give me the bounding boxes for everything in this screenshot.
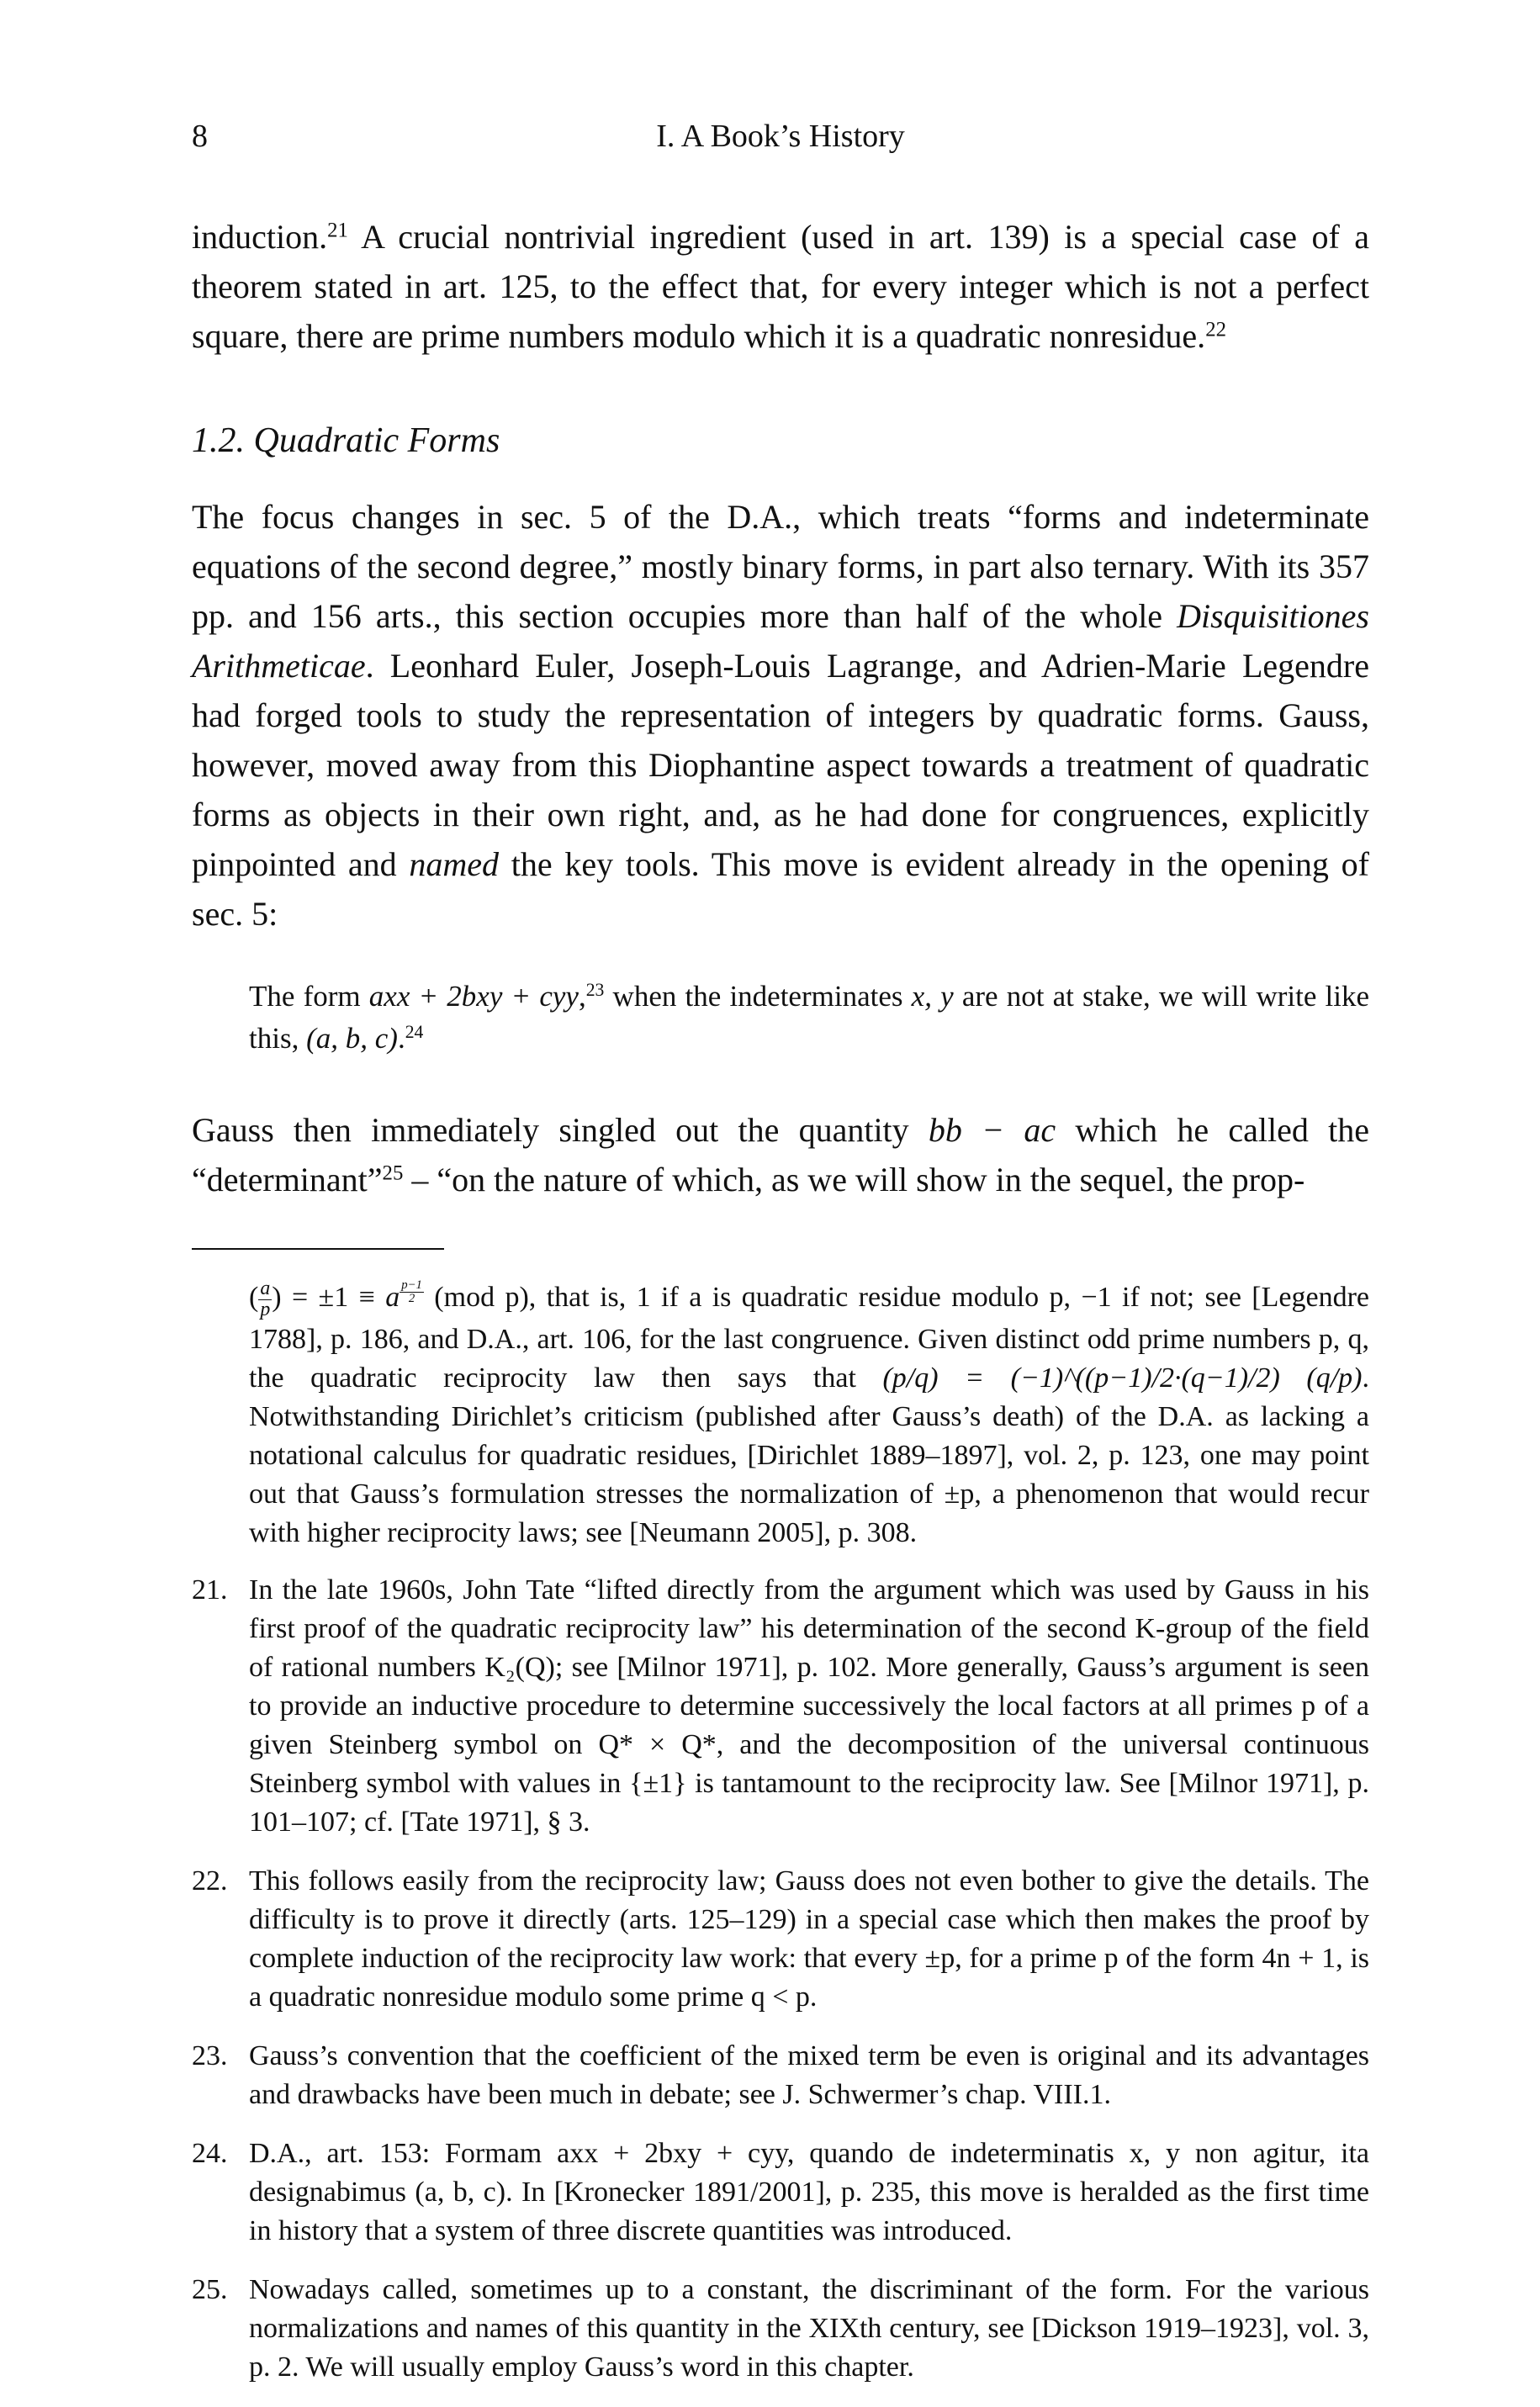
form-triple: (a, b, c)	[306, 1022, 398, 1055]
footnote-ref-21[interactable]: 21	[327, 219, 348, 242]
footnote-ref-23[interactable]: 23	[585, 980, 605, 1001]
footnote-text: D.A., art. 153: Formam axx + 2bxy + cyy, quando de indeterminatis x, y non agitur, ita designabimus (a, b, c). In [Kronecker 1891/2001], p. 235, this move is heralded as the first time in history that a system of three discrete quantities was introduced.	[249, 2137, 1369, 2246]
legendre-symbol	[258, 1279, 272, 1320]
running-head: I. A Book’s History	[656, 119, 905, 154]
fn-cont-text-1: (mod p), that is, 1 if a is quadratic residue modulo p, −1 if not; see [Legendre 1788], p. 186, and D.A., art. 106, for the last congruence. Given distinct odd prime numbers p, q, the quadratic reciprocity law then says that	[249, 1282, 1369, 1394]
footnote-text: This follows easily from the reciprocity law; Gauss does not even bother to give the details. The difficulty is to prove it directly (arts. 125–129) in a special case which then makes the proof by complete induction of the reciprocity law work: that every ±p, for a prime p of the form 4n + 1, is a quadratic nonresidue modulo some prime q < p.	[249, 1865, 1369, 2013]
section-heading: 1.2. Quadratic Forms	[192, 421, 500, 460]
para-text-1: The focus changes in sec. 5 of the D.A., which treats “forms and indeterminate equations of the second degree,” mostly binary forms, in part also ternary. With its 357 pp. and 156 arts., this section occupies more than half of the whole	[192, 498, 1369, 635]
symbol-numerator: a	[260, 1277, 271, 1299]
footnote-20-continuation: ( $\frac{a}{p}$ ) = ±1 ≡ a $^{\frac{p-1}{2}}$ (mod p), that is, 1 if a is quadratic residue modulo p, −1 if not; see [Legendre 1788], p. 186, and D.A., art. 106, for the last congruence. Given distinct odd prime numbers p, q, the quadratic reciprocity law then says that (p/q) = (−1)^((p−1)/2·(q−1)/2) (q/p). Notwithstanding Dirichlet’s criticism (published after Gauss’s death) of the D.A. as lacking a notational calculus for quadratic residues, [Dirichlet 1889–1897], vol. 2, p. 123, one may point out that Gauss’s formulation stresses the normalization of ±p, a phenomenon that would recur with higher reciprocity laws; see [Neumann 2005], p. 308.	[249, 1277, 1369, 1548]
determinant-expression: bb − ac	[928, 1111, 1056, 1149]
exponent-numerator: p−1	[401, 1278, 422, 1293]
closing-paragraph	[192, 1105, 1369, 1204]
footnote-text: Gauss’s convention that the coefficient of the mixed term be even is original and its advantages and drawbacks have been much in debate; see J. Schwermer’s chap. VIII.1.	[249, 2039, 1369, 2110]
footnote-21	[192, 1571, 1369, 1842]
block-quote	[249, 976, 1369, 1060]
quote-text-1: The form	[249, 980, 369, 1013]
book-page	[192, 109, 1369, 2407]
footnote-number: 22.	[192, 1865, 228, 1897]
footnote-text: Nowadays called, sometimes up to a constant, the discriminant of the form. For the various normalizations and names of this quantity in the XIXth century, see [Dickson 1919–1923], vol. 3, p. 2. We will usually employ Gauss’s word in this chapter.	[249, 2273, 1369, 2383]
quote-text-5: .	[397, 1022, 405, 1055]
footnote-number: 25.	[192, 2273, 228, 2305]
page-number: 8	[192, 119, 208, 154]
footnote-23	[192, 2037, 1369, 2114]
footnote-separator	[192, 1248, 444, 1250]
closing-text-2: which he called the “determinant”	[192, 1111, 1369, 1198]
power-exponent	[400, 1279, 424, 1305]
book-title: Disquisitiones Arithmeticae	[192, 597, 1369, 685]
footnote-22	[192, 1862, 1369, 2017]
quadratic-form: axx + 2bxy + cyy	[368, 980, 579, 1013]
reciprocity-law: (p/q) = (−1)^((p−1)/2·(q−1)/2) (q/p)	[882, 1362, 1363, 1394]
intro-text-2: A crucial nontrivial ingredient (used in art. 139) is a special case of a theorem stated in art. 125, to the effect that, for every integer which is not a perfect square, there are prime numbers modulo which it is a quadratic nonresidue.	[192, 218, 1369, 355]
footnote-24	[192, 2135, 1369, 2251]
power-base: a	[385, 1282, 400, 1313]
quote-text-2: ,	[578, 980, 586, 1013]
intro-text-1: induction.	[192, 218, 328, 256]
exponent-denominator: 2	[408, 1292, 415, 1306]
footnote-number: 21.	[192, 1574, 228, 1606]
emphasis-named: named	[409, 845, 499, 883]
fn-eq: = ±1 ≡	[281, 1282, 386, 1313]
body-paragraph	[192, 492, 1369, 939]
footnote-ref-24[interactable]: 24	[405, 1022, 424, 1043]
closing-text-3: – “on the nature of which, as we will show in the sequel, the prop-	[403, 1161, 1305, 1198]
symbol-denominator: p	[260, 1298, 271, 1320]
closing-text-1: Gauss then immediately singled out the quantity	[192, 1111, 929, 1149]
footnote-25	[192, 2271, 1369, 2387]
quote-text-4: are not at stake, we will write like this,	[249, 980, 1370, 1055]
fn-cont-text-2: . Notwithstanding Dirichlet’s criticism (published after Gauss’s death) of the D.A. as lacking a notational calculus for quadratic residues, [Dirichlet 1889–1897], vol. 2, p. 123, one may point out that Gauss’s formulation stresses the normalization of ±p, a phenomenon that would recur with higher reciprocity laws; see [Neumann 2005], p. 308.	[249, 1362, 1369, 1548]
footnote-number: 24.	[192, 2137, 228, 2169]
page-header	[192, 109, 1369, 160]
footnote-number: 23.	[192, 2039, 228, 2071]
para-text-2: . Leonhard Euler, Joseph-Louis Lagrange, and Adrien-Marie Legendre had forged tools to study the representation of integers by quadratic forms. Gauss, however, moved away from this Diophantine aspect towards a treatment of quadratic forms as objects in their own right, and, as he had done for congruences, explicitly pinpointed and	[192, 647, 1369, 883]
para-text-3: the key tools. This move is evident already in the opening of sec. 5:	[192, 845, 1369, 933]
footnote-text: In the late 1960s, John Tate “lifted directly from the argument which was used by Gauss in his first proof of the quadratic reciprocity law” his determination of the second K-group of the field of rational numbers K₂(Q); see [Milnor 1971], p. 102. More generally, Gauss’s argument is seen to provide an inductive procedure to determine successively the local factors at all primes p of a given Steinberg symbol on Q* × Q*, and the decomposition of the universal continuous Steinberg symbol with values in {±1} is tantamount to the reciprocity law. See [Milnor 1971], p. 101–107; cf. [Tate 1971], § 3.	[249, 1574, 1369, 1838]
indeterminates: x, y	[911, 980, 954, 1013]
intro-paragraph	[192, 212, 1369, 361]
footnote-ref-22[interactable]: 22	[1205, 318, 1226, 341]
quote-text-3: when the indeterminates	[604, 980, 912, 1013]
footnote-ref-25[interactable]: 25	[382, 1161, 404, 1185]
